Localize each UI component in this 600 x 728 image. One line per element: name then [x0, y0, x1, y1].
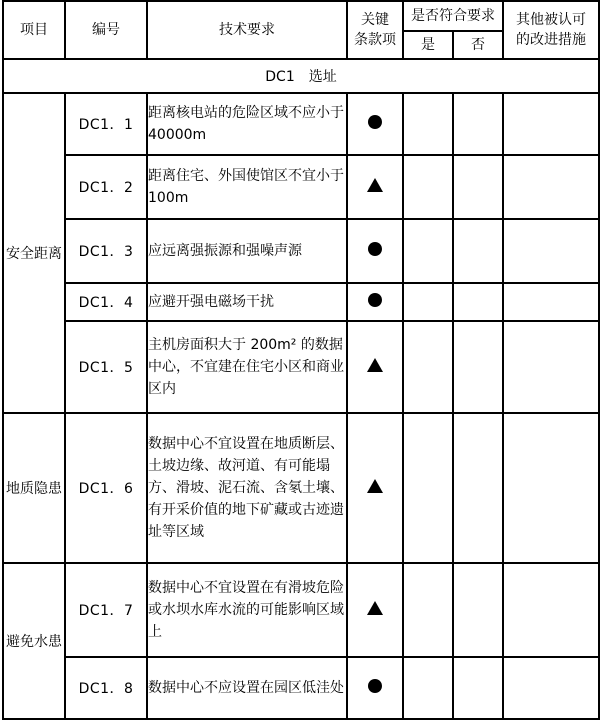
- row-requirement: [147, 563, 347, 657]
- row-no-cell[interactable]: [453, 155, 503, 219]
- table-row: [3, 93, 599, 155]
- spec-table: [2, 0, 600, 720]
- row-other-cell[interactable]: [503, 321, 599, 413]
- header-compliance: 是否符合要求: [403, 1, 503, 31]
- header-code: 编号: [65, 1, 147, 59]
- row-requirement-text: 数据中心不应设置在园区低洼处: [148, 680, 344, 696]
- row-requirement-text: 应避开强电磁场干扰: [148, 294, 274, 310]
- header-no: 否: [453, 31, 503, 59]
- row-no-cell[interactable]: [453, 563, 503, 657]
- row-requirement-text: 距离住宅、外国使馆区不宜小于 100m: [148, 168, 344, 206]
- row-other-cell[interactable]: [503, 413, 599, 563]
- section-row: [3, 59, 599, 93]
- table-row: [3, 283, 599, 321]
- row-code: DC1．1: [65, 93, 147, 155]
- row-requirement: [147, 413, 347, 563]
- row-code: DC1．3: [65, 219, 147, 283]
- row-code: DC1．6: [65, 413, 147, 563]
- row-key-clause: [347, 155, 403, 219]
- table-row: [3, 413, 599, 563]
- row-other-cell[interactable]: [503, 563, 599, 657]
- row-requirement-text: 主机房面积大于 200m² 的数据中心，不宜建在住宅小区和商业区内: [148, 337, 344, 397]
- row-requirement-text: 应远离强振源和强噪声源: [148, 243, 302, 259]
- row-requirement-text: 数据中心不宜设置在有滑坡危险或水坝水库水流的可能影响区域上: [148, 580, 344, 640]
- filled-triangle-icon: [367, 178, 383, 192]
- header-key-clause-line2: 条款项: [354, 32, 396, 48]
- row-code: DC1．4: [65, 283, 147, 321]
- header-other-line2: 的改进措施: [516, 32, 586, 48]
- filled-circle-icon: [368, 293, 382, 307]
- row-no-cell[interactable]: [453, 657, 503, 719]
- filled-triangle-icon: [367, 358, 383, 372]
- row-requirement: [147, 657, 347, 719]
- row-yes-cell[interactable]: [403, 563, 453, 657]
- row-key-clause: [347, 563, 403, 657]
- row-other-cell[interactable]: [503, 93, 599, 155]
- row-yes-cell[interactable]: [403, 155, 453, 219]
- header-key-clause-line1: 关键: [361, 12, 389, 28]
- row-other-cell[interactable]: [503, 283, 599, 321]
- row-requirement-text: 数据中心不宜设置在地质断层、土坡边缘、故河道、有可能塌方、滑坡、泥石流、含氡土壤、有开采价值的地下矿藏或古迹遗址等区域: [148, 436, 344, 540]
- row-key-clause: [347, 93, 403, 155]
- row-yes-cell[interactable]: [403, 413, 453, 563]
- row-code: DC1．2: [65, 155, 147, 219]
- row-yes-cell[interactable]: [403, 321, 453, 413]
- row-key-clause: [347, 413, 403, 563]
- header-other-line1: 其他被认可: [516, 12, 586, 28]
- row-requirement-text: 距离核电站的危险区域不应小于 40000m: [148, 105, 344, 143]
- row-key-clause: [347, 283, 403, 321]
- row-yes-cell[interactable]: [403, 283, 453, 321]
- table-row: [3, 155, 599, 219]
- filled-circle-icon: [368, 679, 382, 693]
- row-other-cell[interactable]: [503, 155, 599, 219]
- header-requirement: 技术要求: [147, 1, 347, 59]
- row-no-cell[interactable]: [453, 93, 503, 155]
- row-code: DC1．7: [65, 563, 147, 657]
- table-row: [3, 321, 599, 413]
- header-yes: 是: [403, 31, 453, 59]
- row-key-clause: [347, 321, 403, 413]
- header-item: 项目: [3, 1, 65, 59]
- row-yes-cell[interactable]: [403, 93, 453, 155]
- filled-triangle-icon: [367, 601, 383, 615]
- filled-circle-icon: [368, 115, 382, 129]
- row-key-clause: [347, 657, 403, 719]
- row-requirement: [147, 155, 347, 219]
- header-row-1: [3, 1, 599, 31]
- row-code: DC1．5: [65, 321, 147, 413]
- row-key-clause: [347, 219, 403, 283]
- header-other-measures: [503, 1, 599, 59]
- row-requirement: [147, 283, 347, 321]
- row-requirement: [147, 219, 347, 283]
- row-other-cell[interactable]: [503, 657, 599, 719]
- header-key-clause: [347, 1, 403, 59]
- table-row: [3, 219, 599, 283]
- filled-triangle-icon: [367, 479, 383, 493]
- group-cell-flood-avoidance: 避免水患: [3, 563, 65, 719]
- row-requirement: [147, 321, 347, 413]
- group-cell-safety-distance: 安全距离: [3, 93, 65, 413]
- row-yes-cell[interactable]: [403, 219, 453, 283]
- row-no-cell[interactable]: [453, 219, 503, 283]
- row-no-cell[interactable]: [453, 413, 503, 563]
- group-cell-geological-hazard: 地质隐患: [3, 413, 65, 563]
- filled-circle-icon: [368, 242, 382, 256]
- row-no-cell[interactable]: [453, 283, 503, 321]
- row-yes-cell[interactable]: [403, 657, 453, 719]
- table-row: [3, 563, 599, 657]
- row-requirement: [147, 93, 347, 155]
- section-title: DC1 选址: [3, 59, 599, 93]
- row-code: DC1．8: [65, 657, 147, 719]
- table-row: [3, 657, 599, 719]
- row-other-cell[interactable]: [503, 219, 599, 283]
- row-no-cell[interactable]: [453, 321, 503, 413]
